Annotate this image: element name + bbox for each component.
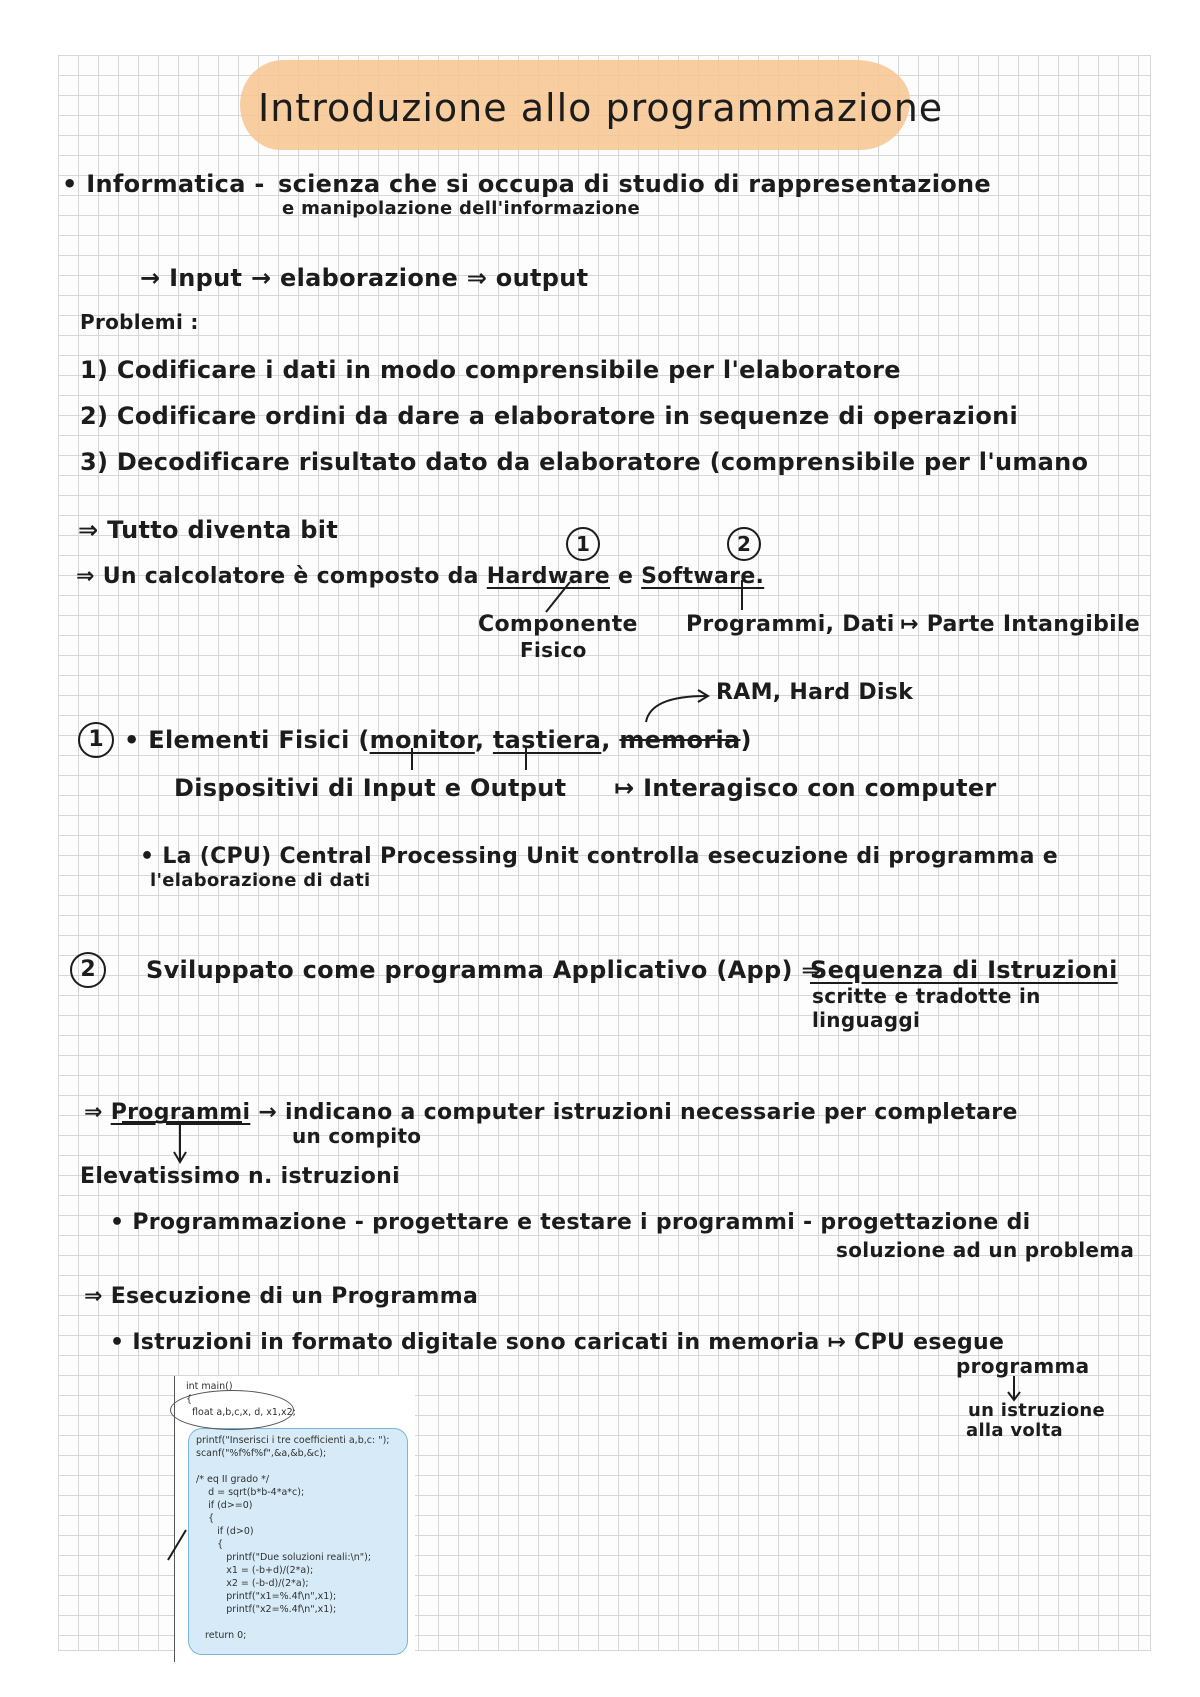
- programmi-word: Programmi: [110, 1100, 251, 1125]
- comma: ,: [474, 726, 485, 754]
- section2-text: Sviluppato come programma Applicativo (App) ⇒: [146, 956, 822, 984]
- problem-item-3: 3) Decodificare risultato dato da elaboratore (comprensibile per l'umano: [80, 448, 1089, 476]
- linguaggi-label: linguaggi: [812, 1008, 921, 1032]
- programmi-text-line2: un compito: [292, 1124, 422, 1148]
- programmazione-line: • Programmazione - progettare e testare i programmi - progettazione di: [110, 1210, 1031, 1235]
- section1-digit: 1: [78, 722, 114, 758]
- esecuzione-heading: ⇒ Esecuzione di un Programma: [84, 1284, 479, 1309]
- comma: ,: [601, 726, 611, 754]
- programmazione-line2: soluzione ad un problema: [836, 1238, 1135, 1262]
- arrow: ⇒: [84, 1100, 103, 1125]
- cpu-line2: l'elaborazione di dati: [150, 870, 371, 891]
- code-header: int main() { float a,b,c,x, d, x1,x2;: [186, 1381, 296, 1418]
- page-title: Introduzione allo programmazione: [258, 86, 944, 130]
- memoria-arrow-curve: [646, 696, 706, 722]
- code-bracket-line: [168, 1530, 186, 1560]
- bit-line: ⇒ Tutto diventa bit: [78, 516, 339, 544]
- calcolatore-prefix: ⇒ Un calcolatore è composto da: [76, 564, 479, 589]
- code-body: printf("Inserisci i tre coefficienti a,b,c: "); scanf("%f%f%f",&a,&b,&c); /* eq II grado */ d = sqrt(b*b-4*a*c); if (d>=0) { if (d>0) { printf("Due soluzioni reali:\n"); x1 = (-b+d)/(2*a); x2 = (-b-d)/(2*a); printf("x1=%.4f\n",x1); printf("x2=%.4f\n",x1); return 0;: [196, 1435, 390, 1641]
- problemi-heading: Problemi :: [80, 310, 199, 334]
- circle-1-digit: 1: [566, 527, 600, 561]
- cpu-line1: • La (CPU) Central Processing Unit controlla esecuzione di programma e: [140, 844, 1058, 869]
- problem-item-2: 2) Codificare ordini da dare a elaboratore in sequenze di operazioni: [80, 402, 1019, 430]
- dispositivi-label: Dispositivi di Input e Output: [174, 774, 567, 802]
- programmi-text: → indicano a computer istruzioni necessarie per completare: [258, 1100, 1018, 1125]
- scritte-label: scritte e tradotte in: [812, 984, 1041, 1008]
- informatica-def-line2: e manipolazione dell'informazione: [282, 198, 641, 219]
- esecuzione-bullet: • Istruzioni in formato digitale sono caricati in memoria ↦ CPU esegue: [110, 1330, 1005, 1355]
- fisico-label: Fisico: [520, 638, 587, 662]
- software-word: Software.: [641, 564, 765, 589]
- close-paren: ): [740, 726, 752, 754]
- section2-digit: 2: [70, 952, 106, 988]
- esecuzione-line2: programma: [956, 1354, 1090, 1378]
- informatica-def-line1: scienza che si occupa di studio di rappresentazione: [278, 170, 991, 198]
- componente-label: Componente: [478, 612, 638, 637]
- interagisco-label: ↦ Interagisco con computer: [614, 774, 997, 802]
- informatica-label: • Informatica -: [62, 170, 265, 198]
- un-istruzione-label: un istruzione: [968, 1400, 1106, 1421]
- alla-volta-label: alla volta: [966, 1420, 1063, 1441]
- parte-intangibile-label: ↦ Parte Intangibile: [900, 612, 1141, 637]
- and-word: e: [617, 564, 634, 589]
- problem-item-1: 1) Codificare i dati in modo comprensibile per l'elaboratore: [80, 356, 901, 384]
- hardware-down-line: [546, 582, 570, 612]
- circle-2-digit: 2: [727, 527, 761, 561]
- hardware-word: Hardware: [486, 564, 610, 589]
- tastiera-word: tastiera: [492, 726, 602, 754]
- programmi-dati-label: Programmi, Dati: [686, 612, 895, 637]
- elementi-prefix: • Elementi Fisici (: [124, 726, 370, 754]
- monitor-word: monitor: [369, 726, 475, 754]
- elevatissimo-label: Elevatissimo n. istruzioni: [80, 1164, 400, 1189]
- ram-hard-disk-label: RAM, Hard Disk: [716, 680, 914, 705]
- io-flow: → Input → elaborazione ⇒ output: [140, 264, 589, 292]
- sequenza-label: Sequenza di Istruzioni: [810, 956, 1118, 984]
- memoria-word: memoria: [619, 726, 741, 754]
